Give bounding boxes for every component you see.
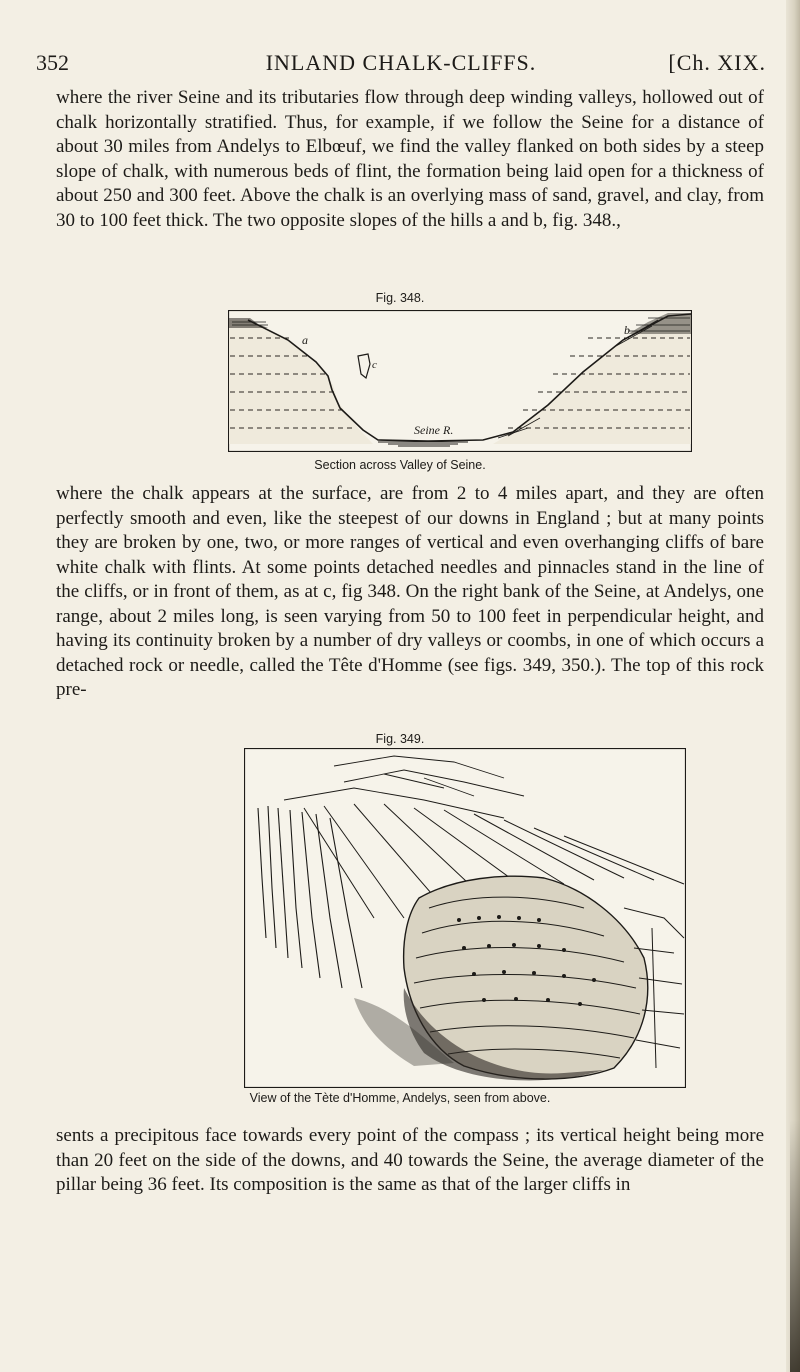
page-number: 352: [36, 50, 69, 75]
paragraph-1: where the river Seine and its tributaries flow through deep winding valleys, hollowed out of chalk horizontally stratified. Thus, for example, if we follow the Seine for a distance of about 30 miles from Andelys to Elbœuf, we find the valley flanked on both sides by a steep slope of chalk, with numerous beds of flint, the formation being laid open for a thickness of about 250 and 300 feet. Above the chalk is an overlying mass of sand, gravel, and clay, from 30 to 100 feet thick. The two opposite slopes of the hills a and b, fig. 348.,: [56, 87, 764, 231]
figure-348-section-diagram: [228, 310, 692, 452]
paragraph-3: sents a precipitous face towards every point of the compass ; its vertical height being more than 20 feet on the side of the downs, and 40 towards the Seine, the average diameter of the pillar being 36 feet. Its composition is the same as that of the larger cliffs in: [56, 1125, 764, 1195]
mark-b: b: [624, 323, 630, 337]
river-label: Seine R.: [414, 423, 454, 437]
mark-c: c: [372, 359, 377, 371]
running-title: INLAND CHALK-CLIFFS.: [265, 50, 537, 75]
figure-349-caption: View of the Tète d'Homme, Andelys, seen from above.: [249, 1091, 551, 1105]
figure-349-label: Fig. 349.: [375, 732, 425, 746]
paragraph-2: where the chalk appears at the surface, are from 2 to 4 miles apart, and they are often perfectly smooth and even, like the steepest of our downs in England ; but at many points they are broken by one, two, or more ranges of vertical and even overhanging cliffs of bare white chalk with flints. At some points detached needles and pinnacles stand in the line of the cliffs, or in front of them, as at c, fig 348. On the right bank of the Seine, at Andelys, one range, about 2 miles long, is seen varying from 50 to 100 feet in perpendicular height, and having its continuity broken by a number of dry valleys or coombs, in one of which occurs a detached rock or needle, called the Tête d'Homme (see figs. 349, 350.). The top of this rock pre-: [56, 483, 764, 700]
figure-349-engraving: [244, 748, 686, 1088]
chapter-reference: [Ch. XIX.: [668, 50, 766, 75]
page-edge-shadow: [790, 1120, 800, 1372]
mark-a: a: [302, 333, 308, 347]
running-head: [36, 50, 766, 80]
figure-348-caption: Section across Valley of Seine.: [314, 458, 486, 472]
figure-348-label: Fig. 348.: [375, 291, 425, 305]
